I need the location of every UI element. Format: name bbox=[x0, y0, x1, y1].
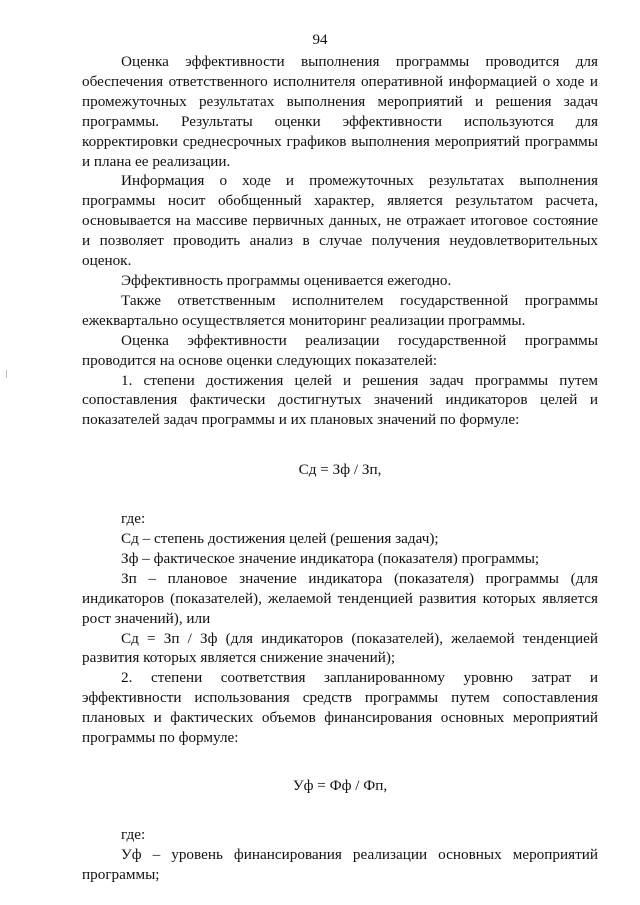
where-label-1: где: bbox=[121, 510, 146, 528]
paragraph-evaluation-purpose: Оценка эффективности выполнения программы проводится для обеспечения ответственного исполнителя оперативной информацией о ходе и промежуточных результатах выполнения мероприятий и решения задач программы. Результаты оценки эффективности используются для корректировки среднесрочных графиков выполнения мероприятий программы и плана ее реализации. bbox=[82, 53, 598, 170]
definition-uf: Уф – уровень финансирования реализации основных мероприятий программы; bbox=[82, 845, 598, 883]
paragraph-goal-achievement: 1. степени достижения целей и решения задач программы путем сопоставления фактически достигнутых значений индикаторов целей и показателей задач программы и их плановых значений по формуле: bbox=[82, 371, 598, 429]
paragraph-annual-evaluation: Эффективность программы оценивается ежегодно. bbox=[121, 271, 452, 289]
paragraph-information-nature: Информация о ходе и промежуточных результатах выполнения программы носит обобщенный характер, является результатом расчета, основывается на массиве первичных данных, не отражает итоговое состояние и позволяет проводить анализ в случае получения неудовлетворительных оценок. bbox=[82, 172, 598, 270]
definition-sd-alternative: Сд = Зп / Зф (для индикаторов (показателей), желаемой тенденцией развития которых является снижение значений); bbox=[82, 629, 598, 667]
paragraph-cost-compliance: 2. степени соответствия запланированному уровню затрат и эффективности использования средств программы путем сопоставления плановых и фактических объемов финансирования основных мероприятий программы по формуле: bbox=[82, 669, 598, 747]
scan-mark bbox=[6, 370, 7, 378]
formula-financing-level: Уф = Фф / Фп, bbox=[292, 777, 388, 794]
definition-zp: Зп – плановое значение индикатора (показателя) программы (для индикаторов (показателей), желаемой тенденцией развития которых является рост значений), или bbox=[82, 569, 598, 627]
where-label-2: где: bbox=[121, 825, 146, 843]
paragraph-indicators-intro: Оценка эффективности реализации государственной программы проводится на основе оценки следующих показателей: bbox=[82, 331, 598, 369]
definition-zf: Зф – фактическое значение индикатора (показателя) программы; bbox=[121, 549, 540, 567]
definition-sd: Сд – степень достижения целей (решения задач); bbox=[121, 530, 439, 548]
document-body bbox=[82, 52, 598, 885]
formula-goal-achievement: Сд = Зф / Зп, bbox=[298, 461, 382, 479]
page-number: 94 bbox=[312, 32, 328, 48]
paragraph-quarterly-monitoring: Также ответственным исполнителем государственной программы ежеквартально осуществляется мониторинг реализации программы. bbox=[82, 291, 598, 329]
